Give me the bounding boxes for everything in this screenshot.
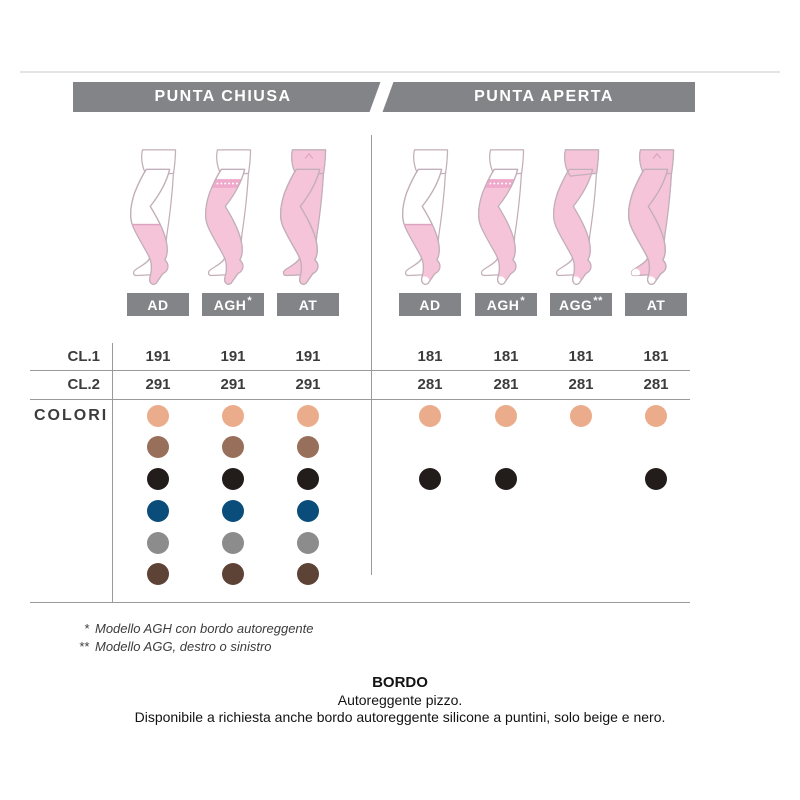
legs-illustration-agh-aperta: [469, 146, 543, 297]
color-dot-brown: [222, 436, 244, 458]
cl2-value-ad-aperta: 281: [417, 376, 443, 393]
legs-illustration-agg-aperta: [544, 146, 618, 297]
legs-illustration-agh-chiusa: [196, 146, 270, 297]
table-bottom-line: [30, 602, 690, 603]
footnote-marker-agh: *: [83, 621, 89, 636]
cl1-value-agh-chiusa: 191: [220, 348, 246, 365]
cl2-colori-divider-line: [30, 399, 690, 400]
cl2-value-at-chiusa: 291: [295, 376, 321, 393]
bordo-title: BORDO: [372, 674, 428, 691]
cl1-value-at-aperta: 181: [643, 348, 669, 365]
model-label-ad-chiusa: [127, 293, 189, 316]
color-dot-darkbrown: [297, 563, 319, 585]
color-dot-gray: [147, 532, 169, 554]
cl2-value-agg-aperta: 281: [568, 376, 594, 393]
color-dot-beige: [570, 405, 592, 427]
cl1-value-ad-chiusa: 191: [145, 348, 171, 365]
cl2-value-agh-chiusa: 291: [220, 376, 246, 393]
color-dot-black: [419, 468, 441, 490]
color-dot-blue: [297, 500, 319, 522]
cl1-value-agg-aperta: 181: [568, 348, 594, 365]
row-label-cl2: CL.2: [67, 376, 100, 393]
color-dot-darkbrown: [222, 563, 244, 585]
model-label-at-chiusa: [277, 293, 339, 316]
banner-punta-aperta: PUNTA APERTA: [474, 88, 614, 105]
model-label-text: AT: [646, 296, 666, 313]
cl1-value-at-chiusa: 191: [295, 348, 321, 365]
color-dot-blue: [147, 500, 169, 522]
model-label-text: AGH: [486, 296, 520, 313]
model-label-ad-aperta: [399, 293, 461, 316]
color-dot-beige: [645, 405, 667, 427]
model-label-text: AD: [147, 296, 169, 313]
color-dot-black: [222, 468, 244, 490]
color-dot-black: [147, 468, 169, 490]
color-dot-brown: [147, 436, 169, 458]
color-dot-brown: [297, 436, 319, 458]
model-label-asterisk: **: [593, 294, 603, 307]
color-dot-beige: [419, 405, 441, 427]
footnote-marker-agg: **: [78, 639, 89, 654]
color-dot-black: [297, 468, 319, 490]
cl1-value-ad-aperta: 181: [417, 348, 443, 365]
color-dot-blue: [222, 500, 244, 522]
color-dot-gray: [297, 532, 319, 554]
model-label-agh-aperta: [475, 293, 537, 316]
color-dot-beige: [147, 405, 169, 427]
color-dot-black: [645, 468, 667, 490]
footnote-text-agh: Modello AGH con bordo autoreggente: [95, 621, 314, 636]
top-divider: [20, 71, 780, 73]
cl1-cl2-divider-line: [30, 370, 690, 371]
legs-illustration-ad-chiusa: [121, 146, 195, 297]
model-label-text: AGG: [559, 296, 593, 313]
color-dot-beige: [222, 405, 244, 427]
model-label-text: AD: [419, 296, 441, 313]
cl2-value-ad-chiusa: 291: [145, 376, 171, 393]
group-divider-line: [371, 135, 372, 575]
row-label-colori: COLORI: [34, 407, 109, 424]
color-dot-beige: [297, 405, 319, 427]
legs-illustration-ad-aperta: [393, 146, 467, 297]
row-label-cl1: CL.1: [67, 348, 100, 365]
legs-illustration-at-aperta: [619, 146, 693, 297]
model-label-asterisk: *: [247, 294, 253, 307]
bordo-subtitle: Autoreggente pizzo.: [337, 692, 463, 708]
cl2-value-at-aperta: 281: [643, 376, 669, 393]
model-label-agg-aperta: [550, 293, 612, 316]
footnote-text-agg: Modello AGG, destro o sinistro: [95, 639, 272, 654]
row-label-divider-line: [112, 343, 113, 602]
model-label-asterisk: *: [520, 294, 526, 307]
bordo-note: Disponibile a richiesta anche bordo autoreggente silicone a puntini, solo beige e nero.: [134, 709, 666, 725]
color-dot-beige: [495, 405, 517, 427]
color-dot-darkbrown: [147, 563, 169, 585]
cl2-value-agh-aperta: 281: [493, 376, 519, 393]
model-label-text: AGH: [213, 296, 247, 313]
model-label-text: AT: [298, 296, 318, 313]
cl1-value-agh-aperta: 181: [493, 348, 519, 365]
toe-type-banner: [73, 82, 695, 112]
color-dot-gray: [222, 532, 244, 554]
legs-illustration-at-chiusa: [271, 146, 345, 297]
model-label-at-aperta: [625, 293, 687, 316]
banner-punta-chiusa: PUNTA CHIUSA: [154, 88, 292, 105]
color-dot-black: [495, 468, 517, 490]
model-label-agh-chiusa: [202, 293, 264, 316]
